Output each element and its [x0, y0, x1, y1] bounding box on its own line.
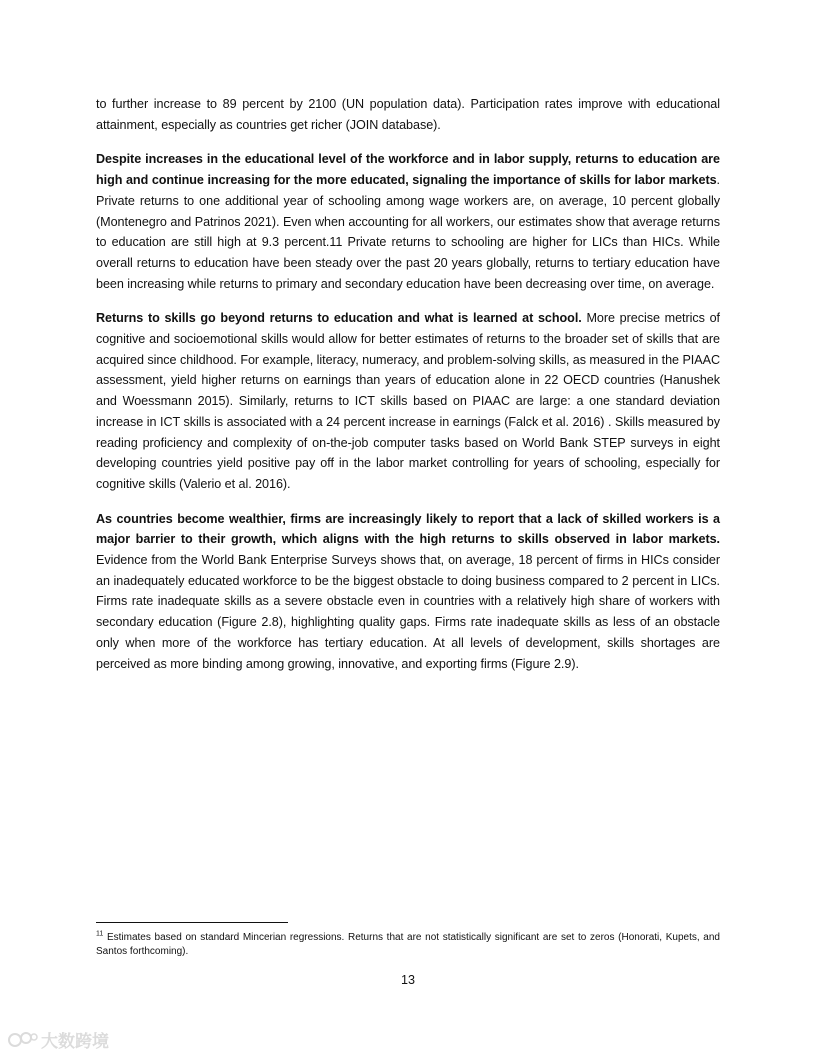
paragraph-text: . Private returns to one additional year of schooling among wage workers are, on average, 10 percent globally (Montenegro and Patrinos 2021). Even when accounting for all workers, our estimates show that average returns to education are still high at 9.3 percent.11 Private returns to schooling are higher for LICs than HICs. While overall returns to education have been steady over the past 20 years globally, returns to tertiary education have been increasing while returns to primary and secondary education have been decreasing over time, on average.: [96, 173, 720, 291]
footnote-divider: [96, 922, 288, 923]
paragraph-lead: Despite increases in the educational level of the workforce and in labor supply, returns to education are high and continue increasing for the more educated, signaling the importance of skills for labor markets: [96, 152, 720, 188]
paragraph-returns-to-skills: [96, 308, 720, 494]
paragraph-text: to further increase to 89 percent by 2100 (UN population data). Participation rates improve with educational attainment, especially as countries get richer (JOIN database).: [96, 97, 720, 132]
paragraph-lead: As countries become wealthier, firms are increasingly likely to report that a lack of skilled workers is a major barrier to their growth, which aligns with the high returns to skills observed in labor markets.: [96, 511, 720, 547]
paragraph-text: Evidence from the World Bank Enterprise Surveys shows that, on average, 18 percent of firms in HICs consider an inadequately educated workforce to be the biggest obstacle to doing business compared to 2 percent in LICs. Firms rate inadequate skills as a severe obstacle even in countries with a relatively high share of workers with secondary education (Figure 2.8), highlighting quality gaps. Firms rate inadequate skills as less of an obstacle only when more of the workforce has tertiary education. At all levels of development, skills shortages are perceived as more binding among growing, innovative, and exporting firms (Figure 2.9).: [96, 553, 720, 671]
footnote-marker: 11: [96, 930, 104, 938]
paragraph-returns-to-education: [96, 149, 720, 294]
document-body: [96, 94, 720, 688]
watermark: [8, 1027, 109, 1052]
page-number: 13: [400, 973, 415, 987]
footnote-text: Estimates based on standard Mincerian regressions. Returns that are not statistically significant are set to zeros (Honorati, Kupets, and Santos forthcoming).: [96, 932, 720, 957]
watermark-logo-icon: [8, 1031, 38, 1049]
paragraph-continuation: [96, 94, 720, 135]
paragraph-firms-skills-barrier: [96, 509, 720, 675]
watermark-text: 大数跨境: [41, 1032, 109, 1051]
paragraph-text: More precise metrics of cognitive and socioemotional skills would allow for better estimates of returns to the broader set of skills that are acquired since childhood. For example, literacy, numeracy, and problem-solving skills, as measured in the PIAAC assessment, yield higher returns on earnings than years of education alone in 22 OECD countries (Hanushek and Woessmann 2015). Similarly, returns to ICT skills based on PIAAC are large: a one standard deviation increase in ICT skills is associated with a 24 percent increase in earnings (Falck et al. 2016) . Skills measured by reading proficiency and complexity of on-the-job computer tasks based on World Bank STEP surveys in eight developing countries yield positive pay off in the labor market controlling for years of schooling, especially for cognitive skills (Valerio et al. 2016).: [96, 311, 721, 491]
footnote: [96, 931, 720, 959]
paragraph-lead: Returns to skills go beyond returns to education and what is learned at school.: [96, 311, 582, 326]
